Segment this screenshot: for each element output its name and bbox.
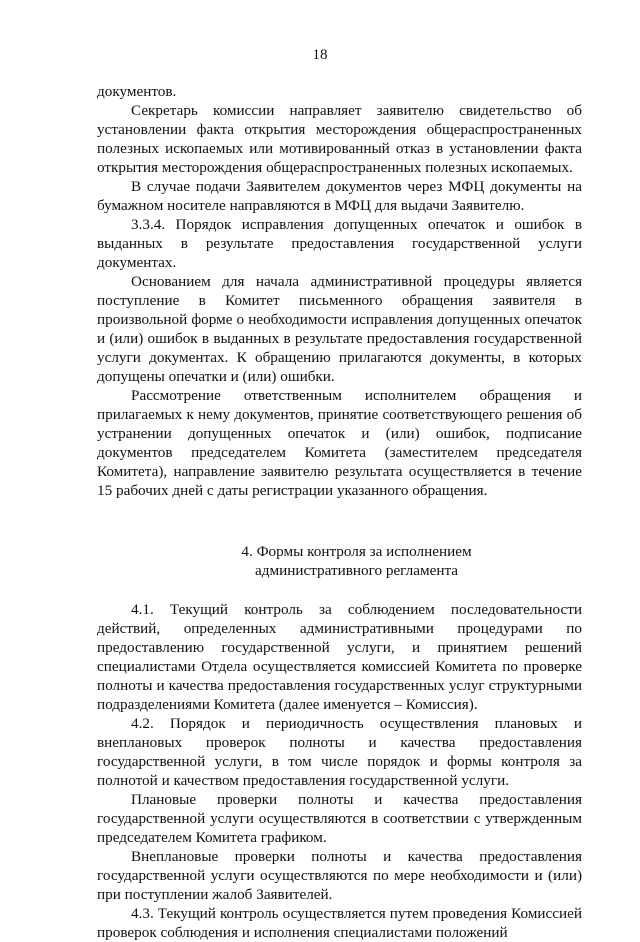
- paragraph-grounds: Основанием для начала административной процедуры является поступление в Комитет письменного обращения заявителя в произвольной форме о необходимости исправления допущенных опечаток и (или) ошибок в выданных в результате предоставления государственной услуги документах. К обращению прилагаются документы, в которых допущены опечатки и (или) ошибки.: [97, 273, 582, 385]
- paragraph-secretary: Секретарь комиссии направляет заявителю свидетельство об установлении факта открытия месторождения общераспространенных полезных ископаемых или мотивированный отказ в установлении факта открытия месторождения общераспространенных полезных ископаемых.: [97, 102, 582, 176]
- section-heading: [97, 542, 582, 580]
- paragraph-mfc: В случае подачи Заявителем документов через МФЦ документы на бумажном носителе направляются в МФЦ для выдачи Заявителю.: [97, 178, 582, 214]
- paragraph-planned-checks: Плановые проверки полноты и качества предоставления государственной услуги осуществляются в соответствии с утвержденным председателем Комитета графиком.: [97, 791, 582, 846]
- paragraph-3-3-4: 3.3.4. Порядок исправления допущенных опечаток и ошибок в выданных в результате предоставления государственной услуги документах.: [97, 216, 582, 271]
- paragraph-4-1: 4.1. Текущий контроль за соблюдением последовательности действий, определенных административными процедурами по предоставлению государственной услуги, и принятием решений специалистами Отдела осуществляется комиссией Комитета по проверке полноты и качества предоставления государственных услуг структурными подразделениями Комитета (далее именуется – Комиссия).: [97, 601, 582, 713]
- paragraph-continuation: документов.: [97, 83, 177, 100]
- section-heading-line-2: административного регламента: [254, 562, 459, 579]
- paragraph-4-2: 4.2. Порядок и периодичность осуществления плановых и внеплановых проверок полноты и качества предоставления государственной услуги, в том числе порядок и формы контроля за полнотой и качеством предоставления государственной услуги.: [97, 715, 582, 789]
- paragraph-4-3: 4.3. Текущий контроль осуществляется путем проведения Комиссией проверок соблюдения и исполнения специалистами положений: [97, 905, 582, 941]
- section-heading-line-1: 4. Формы контроля за исполнением: [241, 543, 472, 560]
- paragraph-review: Рассмотрение ответственным исполнителем обращения и прилагаемых к нему документов, принятие соответствующего решения об устранении допущенных опечаток и (или) ошибок, подписание документов председателем Комитета (заместителем председателя Комитета), направление заявителю результата осуществляется в течение 15 рабочих дней с даты регистрации указанного обращения.: [97, 387, 582, 499]
- document-body: [97, 82, 582, 942]
- page-number: 18: [312, 47, 328, 63]
- paragraph-unplanned-checks: Внеплановые проверки полноты и качества предоставления государственной услуги осуществляются по мере необходимости и (или) при поступлении жалоб Заявителей.: [97, 848, 582, 903]
